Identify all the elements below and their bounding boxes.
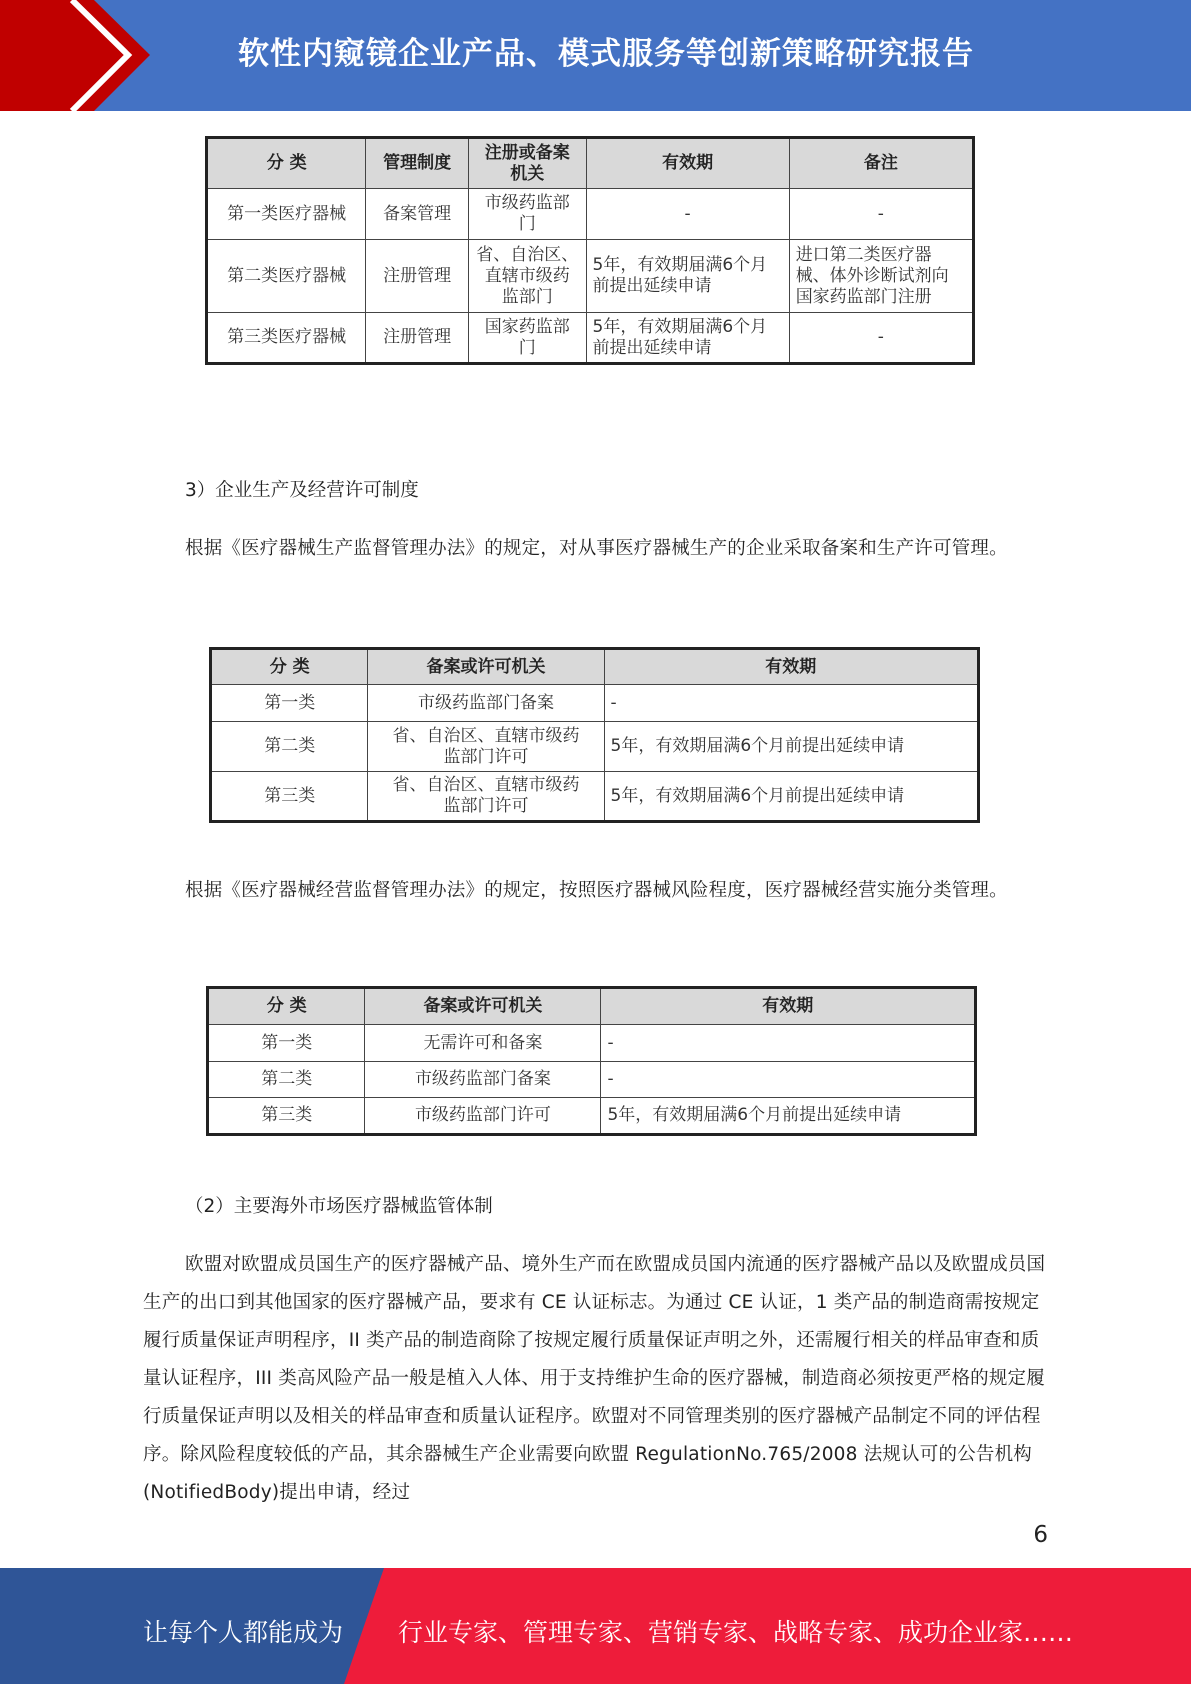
column-header: 管理制度	[366, 138, 469, 189]
page-number: 6	[1033, 1522, 1048, 1548]
section-heading-3: 3）企业生产及经营许可制度	[185, 480, 419, 501]
table-cell: 市级药监部门备案	[368, 685, 604, 722]
page-header	[0, 0, 1191, 111]
red-chevron-decoration	[0, 0, 150, 111]
registration-table	[205, 136, 975, 365]
paragraph-production: 根据《医疗器械生产监督管理办法》的规定，对从事医疗器械生产的企业采取备案和生产许可管理。	[185, 538, 1008, 559]
page-footer	[0, 1568, 1191, 1684]
table-row	[211, 685, 979, 722]
table-cell: 第二类	[211, 722, 368, 772]
business-license-table	[206, 986, 977, 1136]
table-cell: 第一类	[208, 1025, 365, 1062]
table-cell: -	[604, 685, 978, 722]
table-header-row	[207, 138, 974, 189]
table-row	[211, 772, 979, 822]
table-cell: 第三类	[208, 1098, 365, 1135]
column-header: 分 类	[208, 988, 365, 1025]
table-row	[208, 1025, 976, 1062]
table-cell: 省、自治区、 直辖市级药 监部门	[468, 240, 586, 313]
table-cell: 第二类	[208, 1062, 365, 1098]
table-cell: 市级药监部门许可	[365, 1098, 601, 1135]
table-cell: 第三类	[211, 772, 368, 822]
table-cell: 注册管理	[366, 313, 469, 364]
table-cell: 省、自治区、直辖市级药 监部门许可	[368, 772, 604, 822]
column-header: 备案或许可机关	[365, 988, 601, 1025]
table-cell: 国家药监部 门	[468, 313, 586, 364]
table-row	[207, 240, 974, 313]
paragraph-eu-regulation: 欧盟对欧盟成员国生产的医疗器械产品、境外生产而在欧盟成员国内流通的医疗器械产品以及欧盟成员国生产的出口到其他国家的医疗器械产品，要求有 CE 认证标志。为通过 CE 认证，1 类产品的制造商需按规定履行质量保证声明程序，II 类产品的制造商除了按规定履行质量保证声明之外，还需履行相关的样品审查和质量认证程序，III 类高风险产品一般是植入人体、用于支持维护生命的医疗器械，制造商必须按更严格的规定履行质量保证声明以及相关的样品审查和质量认证程序。欧盟对不同管理类别的医疗器械产品制定不同的评估程序。除风险程度较低的产品，其余器械生产企业需要向欧盟 RegulationNo.765/2008 法规认可的公告机构(NotifiedBody)提出申请，经过	[143, 1254, 1046, 1503]
table-cell: 第一类	[211, 685, 368, 722]
footer-slogan-right: 行业专家、管理专家、营销专家、战略专家、成功企业家……	[398, 1618, 1074, 1647]
table-cell: 注册管理	[366, 240, 469, 313]
report-title: 软性内窥镜企业产品、模式服务等创新策略研究报告	[238, 36, 974, 72]
column-header: 有效期	[586, 138, 789, 189]
table-cell: 省、自治区、直辖市级药 监部门许可	[368, 722, 604, 772]
table-row	[208, 1098, 976, 1135]
column-header: 备注	[789, 138, 973, 189]
table-row	[207, 313, 974, 364]
table-cell: -	[789, 313, 973, 364]
table-cell: 5年，有效期届满6个月 前提出延续申请	[586, 240, 789, 313]
section-heading-overseas: （2）主要海外市场医疗器械监管体制	[185, 1196, 493, 1217]
table-cell: -	[601, 1025, 976, 1062]
paragraph-business: 根据《医疗器械经营监督管理办法》的规定，按照医疗器械风险程度，医疗器械经营实施分类管理。	[185, 880, 1008, 901]
table-cell: 市级药监部门备案	[365, 1062, 601, 1098]
footer-slogan-left: 让每个人都能成为	[143, 1618, 344, 1647]
table-row	[211, 722, 979, 772]
table-row	[208, 1062, 976, 1098]
table-cell: 5年，有效期届满6个月前提出延续申请	[604, 772, 978, 822]
table-cell: 备案管理	[366, 189, 469, 240]
table-cell: 5年，有效期届满6个月前提出延续申请	[601, 1098, 976, 1135]
table-cell: -	[789, 189, 973, 240]
column-header: 分 类	[207, 138, 366, 189]
table-header-row	[211, 649, 979, 685]
column-header: 分 类	[211, 649, 368, 685]
table-cell: 进口第二类医疗器 械、体外诊断试剂向 国家药监部门注册	[789, 240, 973, 313]
table-cell: 5年，有效期届满6个月 前提出延续申请	[586, 313, 789, 364]
column-header: 注册或备案 机关	[468, 138, 586, 189]
table-cell: -	[586, 189, 789, 240]
column-header: 有效期	[604, 649, 978, 685]
production-license-table	[209, 647, 980, 823]
table-cell: 无需许可和备案	[365, 1025, 601, 1062]
table-row	[207, 189, 974, 240]
column-header: 有效期	[601, 988, 976, 1025]
table-cell: 5年，有效期届满6个月前提出延续申请	[604, 722, 978, 772]
table-cell: 第一类医疗器械	[207, 189, 366, 240]
table-cell: 第二类医疗器械	[207, 240, 366, 313]
table-cell: -	[601, 1062, 976, 1098]
table-header-row	[208, 988, 976, 1025]
table-cell: 第三类医疗器械	[207, 313, 366, 364]
table-cell: 市级药监部 门	[468, 189, 586, 240]
column-header: 备案或许可机关	[368, 649, 604, 685]
